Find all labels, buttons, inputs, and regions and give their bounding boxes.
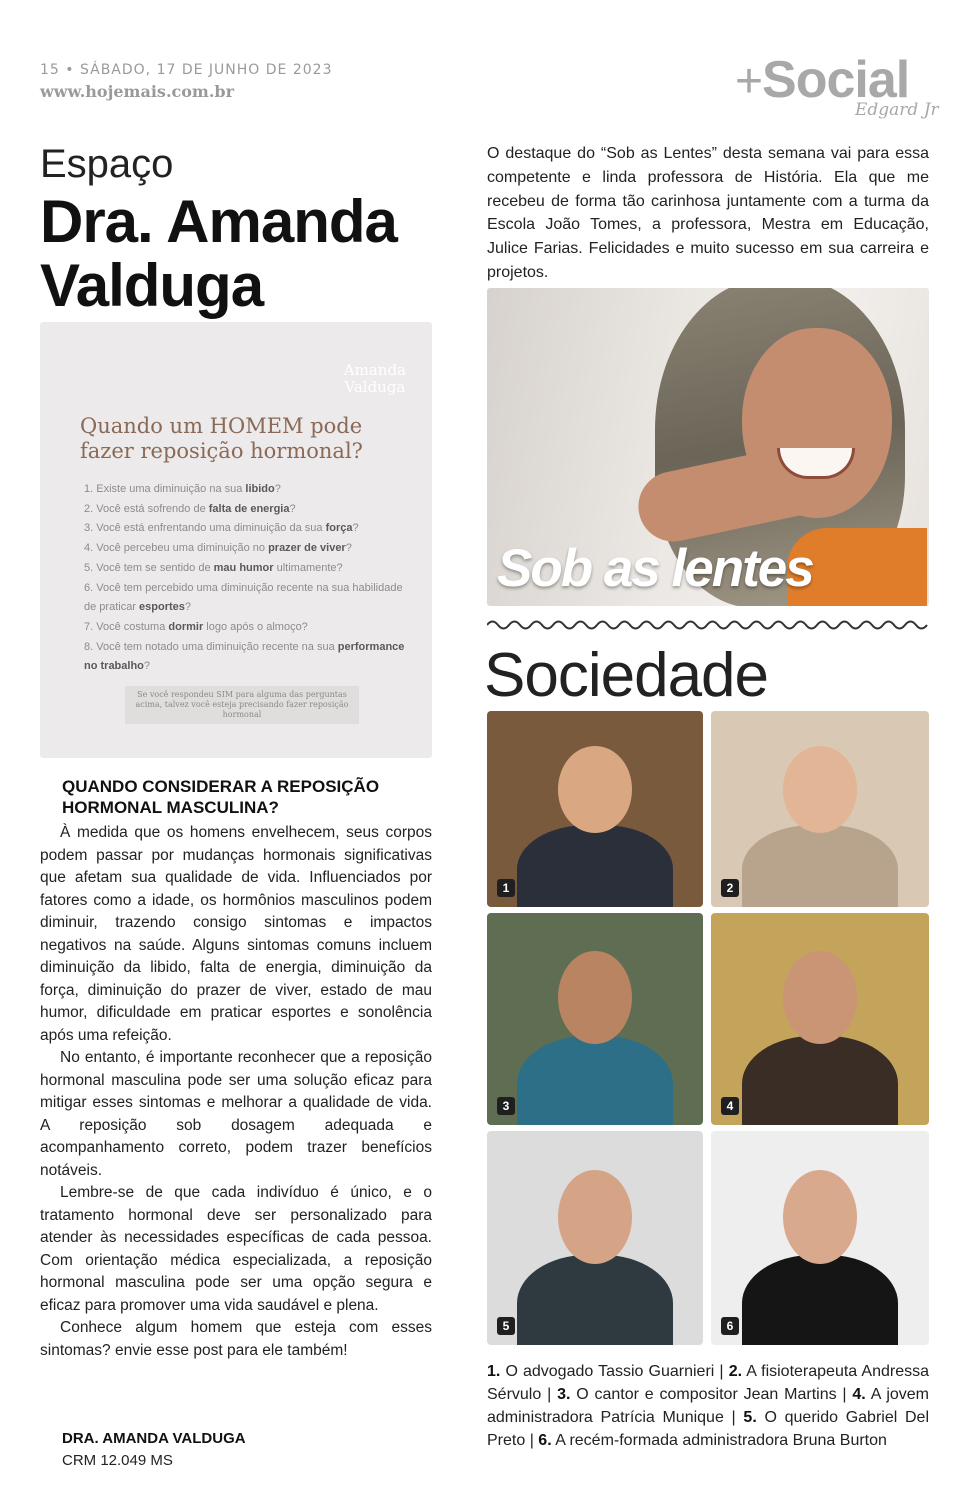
sob-as-lentes-photo (487, 288, 929, 606)
caption-text: O querido Gabriel Del Preto | (487, 1409, 929, 1449)
poster-question-text: 4. Você percebeu uma diminuição no (84, 542, 269, 555)
article-title: QUANDO CONSIDERAR A REPOSIÇÃO HORMONAL MASCULINA? (62, 777, 380, 817)
person-face (783, 746, 857, 832)
caption-text: O advogado Tassio Guarnieri | (500, 1363, 729, 1380)
brand-plus: + (735, 55, 763, 108)
hero-caption: Sob as lentes (497, 539, 813, 598)
caption-number: 2. (728, 1363, 743, 1380)
poster-question: Quando um HOMEM pode fazer reposição hormonal? (80, 414, 363, 463)
poster-brand-line2: Valduga (344, 378, 406, 396)
person-body (742, 825, 899, 907)
poster-question-keyword: força (325, 522, 353, 535)
caption-number: 1. (487, 1363, 501, 1380)
person-face (558, 746, 631, 832)
article-body (40, 822, 432, 1362)
poster-question-keyword: dormir (168, 620, 204, 633)
photo-number-badge: 2 (721, 879, 739, 897)
photo-number-badge: 3 (497, 1097, 515, 1115)
section-label: Espaço (40, 142, 174, 186)
poster-question-end: ultimamente? (273, 561, 343, 574)
person-body (517, 825, 673, 907)
poster-question-text: 6. Você tem percebido uma diminuição recente na sua habilidade de praticar (84, 581, 403, 614)
poster-question-item (84, 539, 414, 559)
hormone-questionnaire-poster (40, 322, 432, 758)
poster-question-item (84, 500, 414, 520)
person-body (517, 1036, 673, 1125)
poster-question-end: ? (274, 483, 281, 495)
photo-captions (487, 1360, 929, 1452)
column-title-line1: Dra. Amanda (40, 188, 397, 255)
article-paragraph: Conhece algum homem que esteja com esses sintomas? envie esse post para ele também! (40, 1319, 432, 1359)
poster-note: Se você respondeu SIM para alguma das perguntas acima, talvez você esteja precisando fazer reposição hormonal (125, 686, 359, 724)
society-photo-3 (487, 913, 703, 1125)
poster-question-keyword: prazer de viver (268, 542, 346, 555)
poster-question-item (84, 618, 414, 638)
poster-question-text: 1. Existe uma diminuição na sua (84, 483, 246, 495)
poster-question-keyword: performance no trabalho (84, 640, 405, 673)
brand-signature: Edgard Jr (855, 100, 939, 120)
photo-number-badge: 5 (497, 1317, 515, 1335)
caption-text: A fisioterapeuta Andressa Sérvulo | (487, 1363, 930, 1403)
column-title (40, 190, 397, 318)
poster-question-end: logo após o almoço? (203, 620, 308, 633)
sob-as-lentes-intro: O destaque do “Sob as Lentes” desta semana vai para essa competente e linda professora de História. Ela que me recebeu de forma tão carinhosa juntamente com a turma da Escola João Tomes, a professora, Mestra em Educação, Julice Farias. Felicidades e muito sucesso em sua carreira e projetos. (487, 145, 929, 281)
poster-question-keyword: mau humor (213, 561, 274, 574)
author-name: DRA. AMANDA VALDUGA (62, 1430, 246, 1447)
poster-question-text: 8. Você tem notado uma diminuição recente na sua (84, 640, 338, 653)
article-paragraph: À medida que os homens envelhecem, seus corpos podem passar por mudanças hormonais significativas que afetam sua qualidade de vida. Influenciados por fatores como a idade, os hormônios masculinos podem diminuir, trazendo consigo sintomas e impactos negativos na saúde. Alguns sintomas comuns incluem diminuição da libido, falta de energia, diminuição da força, diminuição do prazer de viver, estado de mau humor, dificuldade em praticar esportes e sonolência após uma refeição. (40, 824, 432, 1044)
poster-question-text: 7. Você costuma (84, 620, 169, 633)
caption-text: A jovem administradora Patrícia Munique | (487, 1386, 929, 1426)
poster-question-end: ? (345, 542, 352, 555)
poster-question-text: 2. Você está sofrendo de (84, 502, 209, 515)
person-face (558, 1170, 631, 1264)
caption-text: A recém-formada administradora Bruna Burton (551, 1432, 887, 1449)
society-photo-6 (711, 1131, 929, 1345)
poster-question-item (84, 519, 414, 539)
society-photo-1 (487, 711, 703, 907)
person-face (558, 951, 631, 1044)
caption-number: 5. (743, 1409, 757, 1426)
poster-question-item (84, 579, 414, 618)
author-crm: CRM 12.049 MS (62, 1452, 173, 1469)
wavy-divider (487, 614, 929, 636)
person-body (517, 1255, 673, 1345)
photo-number-badge: 1 (497, 879, 515, 897)
caption-text: O cantor e compositor Jean Martins | (570, 1386, 853, 1403)
poster-question-text: 3. Você está enfrentando uma diminuição da sua (84, 522, 326, 535)
poster-question-keyword: libido (245, 483, 275, 495)
poster-question-item (84, 559, 414, 579)
poster-brand-line1: Amanda (343, 361, 406, 379)
poster-question-end: ? (289, 502, 296, 515)
brand-name: Social (762, 51, 910, 109)
photo-number-badge: 6 (721, 1317, 739, 1335)
caption-number: 3. (557, 1386, 571, 1403)
poster-question-item (84, 638, 414, 677)
poster-question-end: ? (184, 601, 192, 614)
poster-question-list (84, 480, 414, 677)
photo-face (742, 328, 892, 518)
society-photo-5 (487, 1131, 703, 1345)
poster-question-end: ? (352, 522, 359, 535)
society-photo-2 (711, 711, 929, 907)
caption-number: 6. (538, 1432, 552, 1449)
person-body (742, 1255, 899, 1345)
poster-question-item (84, 480, 414, 500)
article-paragraph: Lembre-se de que cada indivíduo é único, e o tratamento hormonal deve ser personalizado para atender às necessidades específicas de cada pessoa. Com orientação médica especializada, a reposição hormonal masculina pode ser uma opção segura e eficaz para promover uma vida saudável e plena. (40, 1184, 432, 1314)
poster-question-keyword: esportes (139, 601, 185, 614)
society-photo-4 (711, 913, 929, 1125)
article-paragraph: No entanto, é importante reconhecer que a reposição hormonal masculina pode ser uma solução eficaz para mitigar esses sintomas e melhorar a qualidade de vida. A reposição sob dosagem adequada e acompanhamento correto, podem trazer benefícios notáveis. (40, 1049, 432, 1179)
poster-brand (344, 362, 406, 396)
poster-question-text: 5. Você tem se sentido de (84, 561, 214, 574)
page-date-line: 15 • SÁBADO, 17 DE JUNHO DE 2023 (40, 62, 333, 78)
caption-number: 4. (852, 1386, 866, 1403)
person-face (783, 1170, 857, 1264)
person-body (742, 1036, 899, 1125)
person-face (783, 951, 857, 1044)
society-section-title: Sociedade (484, 641, 769, 710)
poster-question-keyword: falta de energia (208, 502, 290, 515)
website-link[interactable]: www.hojemais.com.br (40, 82, 235, 101)
photo-number-badge: 4 (721, 1097, 739, 1115)
column-title-line2: Valduga (40, 252, 264, 319)
poster-question-end: ? (143, 660, 151, 673)
